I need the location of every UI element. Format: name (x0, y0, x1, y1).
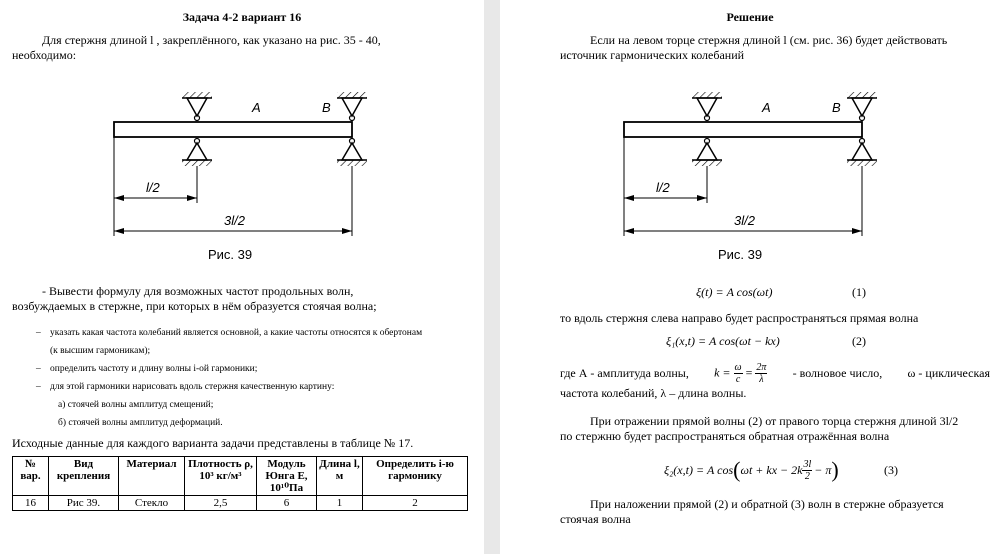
table-cell: 2,5 (185, 496, 257, 511)
dimension-half-label: l/2 (146, 180, 160, 195)
direct-wave-text: то вдоль стержня слева направо будет распространяться прямая волна (560, 311, 919, 325)
table-header-row (13, 457, 468, 496)
table-cell: 1 (317, 496, 363, 511)
fraction-numerator: 2π (756, 362, 767, 373)
table-cell: Рис 39. (49, 496, 119, 511)
task-item-line2: возбуждаемых в стержне, при которых в нём образуется стоячая волна; (12, 299, 377, 313)
data-table (12, 456, 468, 511)
support-ground-icon (847, 92, 877, 98)
support-triangle-icon (852, 143, 872, 160)
table-cell: Стекло (119, 496, 185, 511)
bullet-item: – для этой гармоники нарисовать вдоль стержня качественную картину: (36, 382, 335, 392)
support-triangle-icon (342, 98, 362, 116)
equation-3: ξ₂(x,t) = A cos ( ωt + kx − 2k $\frac{3l}{2}$ − π ) (664, 457, 839, 482)
table-header-cell: Модуль Юнга Е, 10¹⁰Па (257, 457, 317, 496)
beam-rod (114, 122, 352, 137)
task-intro-line1: Для стержня длиной l , закреплённого, как указано на рис. 35 - 40, (42, 33, 381, 47)
solution-intro-line2: источник гармонических колебаний (560, 48, 745, 62)
fraction-2pi-lambda (755, 362, 767, 385)
bullet-list (36, 324, 476, 432)
beam-figure-right (610, 88, 900, 238)
task-item-line1: - Вывести формулу для возможных частот продольных волн, (42, 284, 354, 298)
equation-3-mid: ωt + kx − 2k (740, 462, 803, 477)
table-header-cell: Длина l, м (317, 457, 363, 496)
fraction-omega-c (734, 362, 743, 385)
task-intro-line2: необходимо: (12, 48, 77, 62)
bullet-item-cont: (к высшим гармоникам); (50, 346, 151, 356)
table-header-cell: Материал (119, 457, 185, 496)
right-page (500, 0, 1000, 554)
support-ground-icon (692, 92, 722, 98)
fraction-numerator: ω (734, 362, 742, 373)
support-triangle-icon (342, 143, 362, 160)
where-line (560, 362, 990, 385)
reflect-line1: При отражении прямой волны (2) от правого торца стержня длиной 3l/2 (590, 414, 959, 428)
table-cell: 16 (13, 496, 49, 511)
support-triangle-icon (187, 98, 207, 116)
support-triangle-icon (697, 143, 717, 160)
table-intro: Исходные данные для каждого варианта задачи представлены в таблице № 17. (12, 436, 414, 450)
table-cell: 6 (257, 496, 317, 511)
figure-caption: Рис. 39 (208, 247, 253, 262)
sub-item: б) стоячей волны амплитуд деформаций. (58, 418, 223, 428)
wavenumber-k: k = (714, 365, 731, 380)
where-amplitude-text: где А - амплитуда волны, (560, 366, 689, 380)
solution-title: Решение (726, 10, 774, 24)
dimension-half-label: l/2 (656, 180, 670, 195)
task-title: Задача 4-2 вариант 16 (182, 10, 302, 24)
fraction-3l-2 (802, 459, 812, 482)
equation-2: ξ₁(x,t) = A cos(ωt − kx) (666, 334, 780, 348)
support-ground-icon (337, 160, 367, 166)
support-ground-icon (182, 92, 212, 98)
beam-figure-left (100, 88, 390, 238)
table-header-cell: Определить i-ю гармонику (363, 457, 468, 496)
where-line2: частота колебаний, λ – длина волны. (560, 386, 747, 400)
fraction-denominator: 2 (804, 470, 810, 482)
table-cell: 2 (363, 496, 468, 511)
equation-2-number: (2) (852, 334, 866, 348)
support-triangle-icon (852, 98, 872, 116)
reflect-line2: по стержню будет распространяться обратная отражённая волна (560, 429, 890, 443)
sub-item: а) стоячей волны амплитуд смещений; (58, 400, 214, 410)
final-line2: стоячая волна (560, 512, 631, 526)
dimension-full-label: 3l/2 (734, 213, 755, 228)
support-ground-icon (692, 160, 722, 166)
support-triangle-icon (697, 98, 717, 116)
equation-1-number: (1) (852, 285, 866, 299)
table-header-cell: № вар. (13, 457, 49, 496)
point-label-b: B (322, 100, 331, 115)
equation-3-left: ξ₂(x,t) = A cos (664, 462, 734, 477)
point-label-a: A (762, 100, 771, 115)
final-line1: При наложении прямой (2) и обратной (3) волн в стержне образуется (590, 497, 944, 511)
figure-caption: Рис. 39 (718, 247, 763, 262)
support-triangle-icon (187, 143, 207, 160)
beam-rod (624, 122, 862, 137)
support-ground-icon (847, 160, 877, 166)
where-omega-text: ω - циклическая (907, 366, 990, 380)
where-wavenumber-text: - волновое число, (792, 366, 883, 380)
solution-intro-line1: Если на левом торце стержня длиной l (см. рис. 36) будет действовать (590, 33, 948, 47)
bullet-item: – указать какая частота колебаний является основной, а какие частоты относятся к обертонам (36, 328, 423, 338)
equation-3-end: − π (814, 462, 832, 477)
table-row (13, 496, 468, 511)
left-page (0, 0, 484, 554)
fraction-denominator: c (735, 374, 741, 385)
support-ground-icon (337, 92, 367, 98)
point-label-b: B (832, 100, 841, 115)
equation-3-number: (3) (884, 463, 898, 477)
point-label-a: A (252, 100, 261, 115)
page-gutter (484, 0, 500, 554)
fraction-numerator: 3l (803, 458, 812, 470)
dimension-full-label: 3l/2 (224, 213, 245, 228)
table-header-cell: Вид крепления (49, 457, 119, 496)
bullet-item: – определить частоту и длину волны i-ой гармоники; (36, 364, 258, 374)
support-ground-icon (182, 160, 212, 166)
wavenumber-formula: k = $\frac{\omega}{c}$ = $\frac{2\pi}{\lambda}$ (714, 362, 767, 385)
equation-1: ξ(t) = A cos(ωt) (696, 285, 773, 299)
fraction-denominator: λ (759, 374, 764, 385)
table-header-cell: Плотность ρ, 10³ кг/м³ (185, 457, 257, 496)
